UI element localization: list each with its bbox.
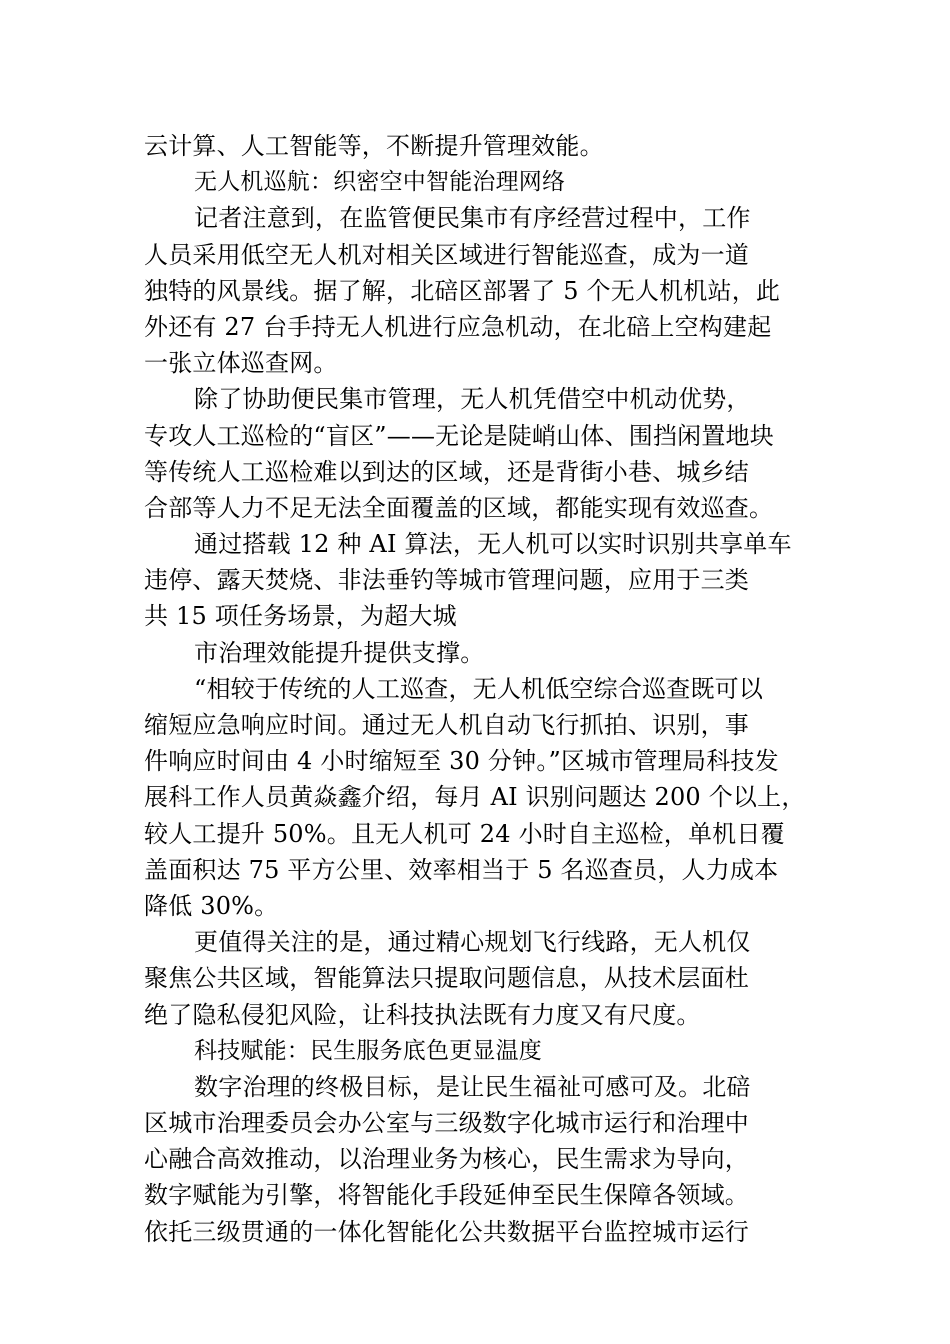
text-line: 外还有 27 台手持无人机进行应急机动，在北碚上空构建起 xyxy=(144,312,772,341)
text-line: 记者注意到，在监管便民集市有序经营过程中，工作 xyxy=(194,204,751,233)
text-line: 依托三级贯通的一体化智能化公共数据平台监控城市运行 xyxy=(144,1217,749,1246)
text-line: 绝了隐私侵犯风险，让科技执法既有力度又有尺度。 xyxy=(144,1000,701,1029)
text-line: 除了协助便民集市管理，无人机凭借空中机动优势， xyxy=(194,385,751,414)
section-heading: 科技赋能：民生服务底色更显温度 xyxy=(194,1037,542,1064)
text-line: 聚焦公共区域，智能算法只提取问题信息，从技术层面杜 xyxy=(144,964,749,993)
text-line: 独特的风景线。据了解，北碚区部署了 5 个无人机机站，此 xyxy=(144,276,781,305)
text-line: 等传统人工巡检难以到达的区域，还是背街小巷、城乡结 xyxy=(144,457,749,486)
text-line: 违停、露天焚烧、非法垂钓等城市管理问题，应用于三类 xyxy=(144,566,749,595)
text-line: 降低 30%。 xyxy=(144,891,279,920)
text-line: 数字治理的终极目标，是让民生福祉可感可及。北碚 xyxy=(194,1072,751,1101)
text-line: 人员采用低空无人机对相关区域进行智能巡查，成为一道 xyxy=(144,240,749,269)
text-line: 缩短应急响应时间。通过无人机自动飞行抓拍、识别，事 xyxy=(144,711,749,739)
text-line: 云计算、人工智能等，不断提升管理效能。 xyxy=(144,132,604,160)
text-line: 较人工提升 50%。且无人机可 24 小时自主巡检，单机日覆 xyxy=(144,819,785,848)
text-line: 件响应时间由 4 小时缩短至 30 分钟。”区城市管理局科技发 xyxy=(144,747,779,776)
text-line: 展科工作人员黄焱鑫介绍，每月 AI 识别问题达 200 个以上， xyxy=(144,783,806,812)
text-line: 更值得关注的是，通过精心规划飞行线路，无人机仅 xyxy=(194,928,751,957)
text-line: “相较于传统的人工巡查，无人机低空综合巡查既可以 xyxy=(194,674,764,703)
section-heading: 无人机巡航：织密空中智能治理网络 xyxy=(194,169,566,196)
article-body xyxy=(144,128,812,1250)
text-line: 心融合高效推动，以治理业务为核心，民生需求为导向， xyxy=(144,1145,749,1174)
text-line: 通过搭载 12 种 AI 算法，无人机可以实时识别共享单车 xyxy=(194,530,792,559)
text-line: 共 15 项任务场景，为超大城 xyxy=(144,602,457,631)
text-line: 数字赋能为引擎，将智能化手段延伸至民生保障各领域。 xyxy=(144,1181,749,1210)
text-line: 一张立体巡查网。 xyxy=(144,349,338,378)
text-line: 专攻人工巡检的“盲区”——无论是陡峭山体、围挡闲置地块 xyxy=(144,421,774,450)
text-line: 盖面积达 75 平方公里、效率相当于 5 名巡查员，人力成本 xyxy=(144,855,779,884)
text-line: 合部等人力不足无法全面覆盖的区域，都能实现有效巡查。 xyxy=(144,493,774,522)
text-line: 市治理效能提升提供支撑。 xyxy=(194,638,485,667)
text-line: 区城市治理委员会办公室与三级数字化城市运行和治理中 xyxy=(144,1109,749,1138)
